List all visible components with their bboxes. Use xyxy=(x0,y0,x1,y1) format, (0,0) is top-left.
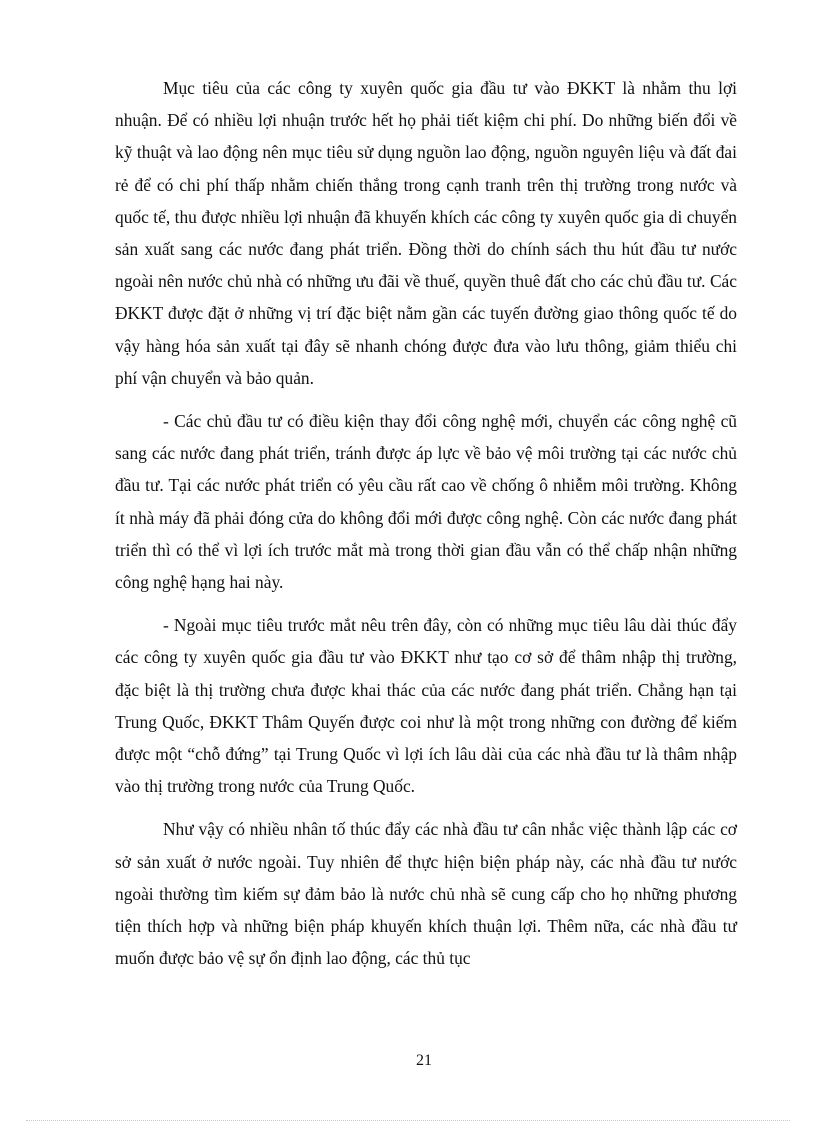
paragraph: - Ngoài mục tiêu trước mắt nêu trên đây, còn có những mục tiêu lâu dài thúc đẩy các công ty xuyên quốc gia đầu tư vào ĐKKT như tạo cơ sở để thâm nhập thị trường, đặc biệt là thị trường chưa được khai thác của các nước đang phát triển. Chẳng hạn tại Trung Quốc, ĐKKT Thâm Quyến được coi như là một trong những con đường để kiếm được một “chỗ đứng” tại Trung Quốc vì lợi ích lâu dài của các nhà đầu tư là thâm nhập vào thị trường trong nước của Trung Quốc. xyxy=(115,615,737,797)
paragraph: Như vậy có nhiều nhân tố thúc đẩy các nhà đầu tư cân nhắc việc thành lập các cơ sở sản xuất ở nước ngoài. Tuy nhiên để thực hiện biện pháp này, các nhà đầu tư nước ngoài thường tìm kiếm sự đảm bảo là nước chủ nhà sẽ cung cấp cho họ những phương tiện thích hợp và những biện pháp khuyến khích thuận lợi. Thêm nữa, các nhà đầu tư muốn được bảo vệ sự ổn định lao động, các thủ tục xyxy=(115,819,737,969)
paragraph: Mục tiêu của các công ty xuyên quốc gia đầu tư vào ĐKKT là nhằm thu lợi nhuận. Để có nhiều lợi nhuận trước hết họ phải tiết kiệm chi phí. Do những biến đổi về kỹ thuật và lao động nên mục tiêu sử dụng nguồn lao động, nguồn nguyên liệu và đất đai rẻ để có chi phí thấp nhằm chiến thắng trong cạnh tranh trên thị trường trong nước và quốc tế, thu được nhiều lợi nhuận đã khuyến khích các công ty xuyên quốc gia di chuyển sản xuất sang các nước đang phát triển. Đồng thời do chính sách thu hút đầu tư nước ngoài nên nước chủ nhà có những ưu đãi về thuế, quyền thuê đất cho các chủ đầu tư. Các ĐKKT được đặt ở những vị trí đặc biệt nằm gần các tuyến đường giao thông quốc tế do vậy hàng hóa sản xuất tại đây sẽ nhanh chóng được đưa vào lưu thông, giảm thiểu chi phí vận chuyển và bảo quản. xyxy=(115,78,737,388)
footer-divider xyxy=(26,1120,790,1121)
paragraph: - Các chủ đầu tư có điều kiện thay đổi công nghệ mới, chuyển các công nghệ cũ sang các nước đang phát triển, tránh được áp lực về bảo vệ môi trường tại các nước chủ đầu tư. Tại các nước phát triển có yêu cầu rất cao về chống ô nhiễm môi trường. Không ít nhà máy đã phải đóng cửa do không đổi mới được công nghệ. Còn các nước đang phát triển thì có thể vì lợi ích trước mắt mà trong thời gian đầu vẫn có thể chấp nhận những công nghệ hạng hai này. xyxy=(115,411,737,593)
page-number: 21 xyxy=(416,1052,432,1069)
body-text xyxy=(115,72,737,985)
